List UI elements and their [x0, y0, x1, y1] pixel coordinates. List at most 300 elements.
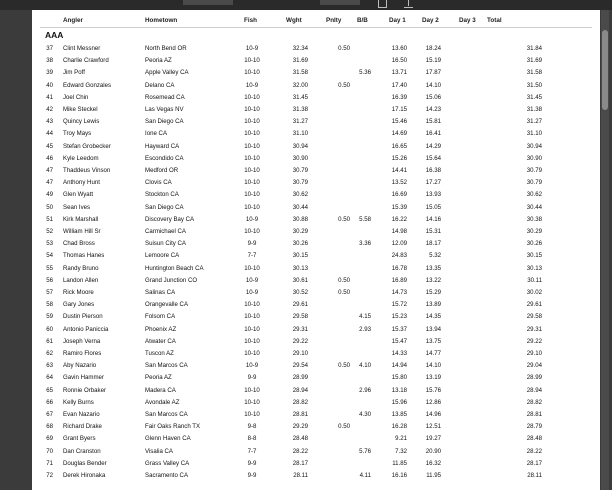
table-row	[32, 117, 600, 127]
cell-angler: Troy Mays	[63, 130, 92, 138]
toolbar-control[interactable]	[320, 0, 360, 5]
cell-wght: 31.38	[292, 106, 308, 113]
cell-day1: 15.96	[391, 398, 407, 406]
cell-rank: 51	[46, 215, 53, 223]
cell-angler: Dustin Pierson	[63, 313, 103, 321]
cell-hometown: Tuscon AZ	[145, 350, 174, 357]
cell-hometown: Clovis CA	[145, 179, 172, 187]
cell-hometown: Grass Valley CA	[145, 459, 190, 467]
table-row	[32, 105, 600, 115]
cell-total: 29.22	[526, 337, 542, 345]
cell-total: 29.04	[526, 362, 542, 370]
cell-day2: 5.32	[429, 252, 441, 260]
cell-day1: 9.21	[395, 435, 407, 443]
cell-rank: 54	[46, 252, 53, 260]
cell-wght: 28.99	[292, 374, 308, 382]
cell-total: 28.17	[526, 459, 542, 467]
cell-rank: 40	[46, 81, 53, 89]
cell-total: 30.94	[526, 142, 542, 150]
cell-angler: Gary Jones	[63, 301, 95, 309]
cell-total: 30.44	[526, 203, 542, 211]
cell-day1: 15.80	[391, 374, 407, 382]
cell-wght: 28.11	[293, 472, 308, 479]
header-wght: Wght	[286, 17, 302, 24]
cell-wght: 31.27	[292, 118, 308, 126]
cell-day2: 16.41	[425, 130, 441, 138]
cell-total: 31.58	[526, 69, 542, 77]
cell-pnlty: 0.50	[338, 362, 350, 370]
cell-total: 31.38	[526, 106, 542, 113]
cell-rank: 59	[46, 313, 53, 321]
table-row	[32, 81, 600, 91]
cell-angler: William Hill Sr	[63, 228, 101, 235]
cell-day2: 13.94	[425, 325, 441, 333]
cell-day2: 14.10	[425, 362, 441, 370]
cell-day2: 13.93	[425, 191, 441, 199]
cell-hometown: San Marcos CA	[145, 411, 188, 418]
cell-day2: 17.27	[425, 179, 441, 187]
cell-day2: 13.22	[425, 276, 441, 284]
cell-wght: 28.82	[292, 398, 308, 406]
viewer-toolbar	[0, 0, 612, 10]
cell-hometown: Sacramento CA	[145, 472, 189, 479]
table-row	[32, 166, 600, 176]
cell-fish: 10-10	[244, 118, 260, 126]
cell-day2: 15.06	[425, 93, 441, 101]
cell-wght: 30.15	[292, 252, 308, 260]
cell-angler: Joel Chin	[63, 93, 89, 101]
cell-day2: 18.17	[425, 240, 441, 248]
cell-day2: 13.89	[425, 301, 441, 309]
cell-total: 29.10	[526, 350, 542, 357]
cell-fish: 10-10	[244, 228, 260, 235]
table-row	[32, 154, 600, 164]
cell-day1: 24.83	[391, 252, 407, 260]
cell-angler: Quincy Lewis	[63, 118, 100, 126]
cell-rank: 65	[46, 386, 53, 394]
cell-wght: 29.58	[292, 313, 308, 321]
cell-day1: 16.78	[391, 264, 407, 272]
cell-rank: 68	[46, 423, 53, 431]
table-row	[32, 276, 600, 286]
cell-total: 30.26	[526, 240, 542, 248]
cell-day1: 14.94	[391, 362, 407, 370]
cell-hometown: Lemoore CA	[145, 252, 180, 260]
cell-bb: 4.11	[359, 472, 371, 479]
cell-wght: 28.94	[292, 386, 308, 394]
cell-angler: Kirk Marshall	[63, 215, 99, 223]
cell-hometown: Fair Oaks Ranch TX	[145, 423, 201, 431]
cell-fish: 10-10	[244, 106, 260, 113]
cell-pnlty: 0.50	[338, 289, 350, 296]
cell-hometown: San Diego CA	[145, 203, 184, 211]
cell-hometown: Carmichael CA	[145, 228, 186, 235]
cell-total: 28.48	[526, 435, 542, 443]
cell-day2: 15.64	[425, 154, 441, 162]
cell-day1: 14.69	[391, 130, 407, 138]
table-row	[32, 142, 600, 152]
cell-day2: 14.10	[425, 81, 441, 89]
cell-total: 30.38	[526, 215, 542, 223]
cell-bb: 5.58	[359, 215, 371, 223]
cell-total: 31.10	[526, 130, 542, 138]
cell-day1: 13.71	[391, 69, 407, 77]
cell-fish: 10-9	[245, 289, 259, 296]
cell-total: 30.29	[526, 228, 542, 235]
scrollbar-thumb[interactable]	[602, 30, 608, 110]
cell-angler: Kyle Leedom	[63, 154, 99, 162]
cell-total: 30.11	[527, 276, 542, 284]
cell-day1: 16.28	[391, 423, 407, 431]
cell-angler: Aby Nazario	[63, 362, 97, 370]
cell-rank: 37	[46, 45, 53, 52]
cell-day1: 16.69	[391, 191, 407, 199]
table-row	[32, 44, 600, 54]
cell-fish: 10-10	[244, 386, 260, 394]
cell-day1: 17.40	[391, 81, 407, 89]
cell-angler: Kelly Burns	[63, 398, 94, 406]
cell-total: 29.61	[526, 301, 542, 309]
cell-wght: 30.94	[292, 142, 308, 150]
cell-hometown: Hayward CA	[145, 142, 180, 150]
cell-rank: 63	[46, 362, 53, 370]
cell-fish: 10-10	[244, 313, 260, 321]
cell-day2: 12.51	[425, 423, 441, 431]
cell-total: 30.13	[526, 264, 542, 272]
cell-angler: Edward Gonzales	[63, 81, 112, 89]
cell-total: 31.69	[526, 57, 542, 65]
cell-hometown: Visalia CA	[145, 447, 173, 455]
cell-hometown: Apple Valley CA	[145, 69, 189, 77]
cell-rank: 49	[46, 191, 53, 199]
cell-fish: 10-10	[244, 411, 260, 418]
cell-hometown: Orangevalle CA	[145, 301, 189, 309]
header-angler: Angler	[63, 17, 83, 24]
cell-angler: Douglas Bender	[63, 459, 107, 467]
header-fish: Fish	[244, 17, 257, 24]
cell-day1: 16.39	[391, 93, 407, 101]
cell-rank: 61	[46, 337, 53, 345]
cell-total: 28.22	[526, 447, 542, 455]
cell-total: 30.02	[526, 289, 542, 296]
cell-day2: 15.05	[425, 203, 441, 211]
cell-rank: 41	[46, 93, 53, 101]
cell-total: 29.31	[526, 325, 542, 333]
document-page	[32, 10, 600, 490]
cell-wght: 30.61	[292, 276, 308, 284]
cell-total: 29.58	[526, 313, 542, 321]
cell-total: 30.79	[526, 179, 542, 187]
cell-day2: 15.19	[425, 57, 441, 65]
cell-day1: 14.33	[391, 350, 407, 357]
cell-angler: Antonio Paniccia	[63, 325, 109, 333]
cell-total: 28.82	[526, 398, 542, 406]
cell-day1: 13.85	[391, 411, 407, 418]
cell-fish: 10-10	[244, 203, 260, 211]
cell-total: 30.15	[526, 252, 542, 260]
table-row	[32, 239, 600, 249]
cell-hometown: San Diego CA	[145, 118, 184, 126]
cell-pnlty: 0.50	[338, 423, 350, 431]
cell-day1: 15.23	[391, 313, 407, 321]
cell-wght: 29.22	[292, 337, 308, 345]
cell-total: 31.50	[526, 81, 542, 89]
download-icon[interactable]	[404, 0, 413, 8]
cell-angler: Glen Wyatt	[63, 191, 94, 199]
cell-fish: 10-10	[244, 325, 260, 333]
table-row	[32, 227, 600, 237]
cell-wght: 28.48	[292, 435, 308, 443]
cell-fish: 8-8	[247, 435, 257, 443]
cell-wght: 30.90	[292, 154, 308, 162]
cell-hometown: Peoria AZ	[145, 374, 172, 382]
cell-day2: 15.81	[425, 118, 441, 126]
cell-wght: 31.45	[292, 93, 308, 101]
cell-wght: 29.54	[292, 362, 308, 370]
cell-total: 28.81	[526, 411, 542, 418]
cell-hometown: Medford OR	[145, 167, 179, 174]
table-row	[32, 129, 600, 139]
cell-fish: 10-9	[245, 81, 259, 89]
cell-wght: 29.29	[292, 423, 308, 431]
cell-hometown: Salinas CA	[145, 289, 176, 296]
cell-day2: 18.24	[425, 45, 441, 52]
table-row	[32, 178, 600, 188]
cell-hometown: Peoria AZ	[145, 57, 172, 65]
header-pnlty: Pnlty	[326, 17, 342, 24]
table-row	[32, 459, 600, 469]
cell-total: 30.62	[526, 191, 542, 199]
cell-fish: 10-9	[245, 45, 259, 52]
cell-day2: 14.35	[425, 313, 441, 321]
cell-fish: 10-10	[244, 130, 260, 138]
table-row	[32, 203, 600, 213]
cell-total: 31.84	[526, 45, 542, 52]
cell-angler: Chad Bross	[63, 240, 95, 248]
cell-day1: 15.46	[391, 118, 407, 126]
cell-hometown: Suisun City CA	[145, 240, 186, 248]
cell-fish: 10-9	[245, 215, 259, 223]
cell-fish: 10-10	[244, 398, 260, 406]
cell-rank: 45	[46, 142, 53, 150]
cell-bb: 2.96	[359, 386, 371, 394]
table-row	[32, 251, 600, 261]
cell-pnlty: 0.50	[338, 276, 350, 284]
cell-fish: 10-10	[244, 57, 260, 65]
cell-day1: 14.41	[391, 167, 407, 174]
cell-total: 31.45	[526, 93, 542, 101]
cell-angler: Ronnie Orbaker	[63, 386, 107, 394]
table-row	[32, 68, 600, 78]
table-row	[32, 373, 600, 383]
cell-fish: 7-7	[247, 447, 257, 455]
header-total: Total	[487, 17, 502, 24]
cell-day1: 15.26	[391, 154, 407, 162]
cell-wght: 31.69	[292, 57, 308, 65]
cell-pnlty: 0.50	[338, 215, 350, 223]
cell-wght: 30.79	[292, 167, 308, 174]
table-row	[32, 190, 600, 200]
cell-wght: 28.17	[292, 459, 308, 467]
table-header	[32, 10, 600, 29]
header-bb: B/B	[357, 17, 368, 24]
cell-angler: Charlie Crawford	[63, 57, 109, 65]
cell-day2: 14.96	[425, 411, 441, 418]
cell-hometown: Stockton CA	[145, 191, 179, 199]
cell-hometown: North Bend OR	[145, 45, 187, 52]
cell-angler: Dan Cranston	[63, 447, 101, 455]
table-row	[32, 398, 600, 408]
table-row	[32, 361, 600, 371]
table-row	[32, 386, 600, 396]
cell-angler: Thomas Hanes	[63, 252, 105, 260]
cell-angler: Mike Steckel	[63, 106, 98, 113]
table-row	[32, 264, 600, 274]
table-row	[32, 447, 600, 457]
cell-rank: 53	[46, 240, 53, 248]
cell-day1: 15.47	[391, 337, 407, 345]
table-row	[32, 56, 600, 66]
cell-rank: 55	[46, 264, 53, 272]
cell-wght: 30.88	[292, 215, 308, 223]
cell-hometown: Las Vegas NV	[145, 106, 184, 113]
table-row	[32, 337, 600, 347]
cell-angler: Stefan Grobecker	[63, 142, 111, 150]
cell-fish: 9-8	[247, 423, 257, 431]
cell-total: 28.11	[527, 472, 542, 479]
cell-angler: Anthony Hunt	[63, 179, 100, 187]
cell-bb: 4.15	[359, 313, 371, 321]
cell-day2: 13.75	[425, 337, 441, 345]
cell-pnlty: 0.50	[338, 45, 350, 52]
cell-wght: 31.10	[292, 130, 308, 138]
cell-hometown: Folsom CA	[145, 313, 176, 321]
cell-angler: Clint Messner	[63, 45, 101, 52]
cell-fish: 10-10	[244, 264, 260, 272]
cell-day1: 7.32	[395, 447, 407, 455]
cell-day2: 11.95	[426, 472, 441, 479]
cell-pnlty: 0.50	[338, 81, 350, 89]
table-row	[32, 288, 600, 298]
cell-day2: 13.19	[425, 374, 441, 382]
cell-hometown: Huntington Beach CA	[145, 264, 204, 272]
cell-rank: 47	[46, 167, 53, 174]
cell-total: 30.79	[526, 167, 542, 174]
table-row	[32, 410, 600, 420]
cell-fish: 10-9	[245, 362, 259, 370]
cell-angler: Gavin Hammer	[63, 374, 104, 382]
cell-day2: 12.86	[425, 398, 441, 406]
toolbar-control[interactable]	[183, 0, 233, 5]
cell-day2: 15.29	[425, 289, 441, 296]
cell-wght: 29.61	[292, 301, 308, 309]
cell-wght: 29.10	[292, 350, 308, 357]
cell-hometown: San Marcos CA	[145, 362, 188, 370]
cell-angler: Evan Nazario	[63, 411, 100, 418]
cell-wght: 32.34	[292, 45, 308, 52]
cell-hometown: Delano CA	[145, 81, 175, 89]
cell-fish: 7-7	[247, 252, 257, 260]
cell-total: 28.94	[526, 386, 542, 394]
cell-fish: 10-10	[244, 142, 260, 150]
cell-day1: 15.37	[391, 325, 407, 333]
document-icon[interactable]	[378, 0, 387, 8]
cell-angler: Derek Hironaka	[63, 472, 106, 479]
table-row	[32, 93, 600, 103]
cell-rank: 71	[46, 459, 53, 467]
cell-rank: 62	[46, 350, 53, 357]
cell-day1: 15.72	[391, 301, 407, 309]
cell-hometown: Grand Junction CO	[145, 276, 198, 284]
cell-wght: 30.26	[292, 240, 308, 248]
cell-hometown: Escondido CA	[145, 154, 184, 162]
cell-angler: Ramiro Flores	[63, 350, 102, 357]
cell-day2: 13.35	[425, 264, 441, 272]
cell-day1: 16.50	[391, 57, 407, 65]
cell-day1: 16.16	[391, 472, 407, 479]
cell-fish: 9-9	[247, 374, 257, 382]
cell-wght: 28.22	[292, 447, 308, 455]
cell-wght: 30.79	[292, 179, 308, 187]
cell-rank: 66	[46, 398, 53, 406]
cell-day1: 12.09	[391, 240, 407, 248]
cell-wght: 30.52	[292, 289, 308, 296]
table-row	[32, 434, 600, 444]
cell-fish: 10-10	[244, 350, 260, 357]
cell-day2: 17.87	[425, 69, 441, 77]
table-row	[32, 471, 600, 481]
cell-rank: 52	[46, 228, 53, 235]
cell-angler: Landon Allen	[63, 276, 99, 284]
table-row	[32, 300, 600, 310]
cell-wght: 30.62	[292, 191, 308, 199]
cell-day2: 14.16	[425, 215, 441, 223]
cell-rank: 69	[46, 435, 53, 443]
cell-hometown: Discovery Bay CA	[145, 215, 195, 223]
cell-wght: 30.29	[292, 228, 308, 235]
cell-rank: 60	[46, 325, 53, 333]
cell-day2: 19.27	[425, 435, 441, 443]
cell-day2: 16.38	[425, 167, 441, 174]
cell-day1: 16.65	[391, 142, 407, 150]
cell-day1: 13.60	[391, 45, 407, 52]
cell-rank: 70	[46, 447, 53, 455]
cell-day1: 13.18	[391, 386, 407, 394]
cell-rank: 47	[46, 179, 53, 187]
cell-hometown: Ione CA	[145, 130, 168, 138]
cell-wght: 28.81	[292, 411, 308, 418]
cell-hometown: Atwater CA	[145, 337, 176, 345]
cell-wght: 30.13	[292, 264, 308, 272]
cell-fish: 10-10	[244, 167, 260, 174]
cell-wght: 30.44	[292, 203, 308, 211]
cell-day1: 13.52	[391, 179, 407, 187]
cell-rank: 56	[46, 276, 53, 284]
table-row	[32, 215, 600, 225]
cell-day2: 15.76	[425, 386, 441, 394]
cell-fish: 10-10	[244, 93, 260, 101]
cell-rank: 43	[46, 118, 53, 126]
cell-rank: 42	[46, 106, 53, 113]
cell-hometown: Glenn Haven CA	[145, 435, 191, 443]
cell-angler: Jim Poff	[63, 69, 85, 77]
cell-day2: 15.31	[425, 228, 441, 235]
cell-angler: Grant Byers	[63, 435, 96, 443]
header-day3: Day 3	[459, 17, 476, 24]
cell-fish: 10-10	[244, 69, 260, 77]
cell-day2: 14.77	[425, 350, 441, 357]
cell-fish: 10-10	[244, 337, 260, 345]
